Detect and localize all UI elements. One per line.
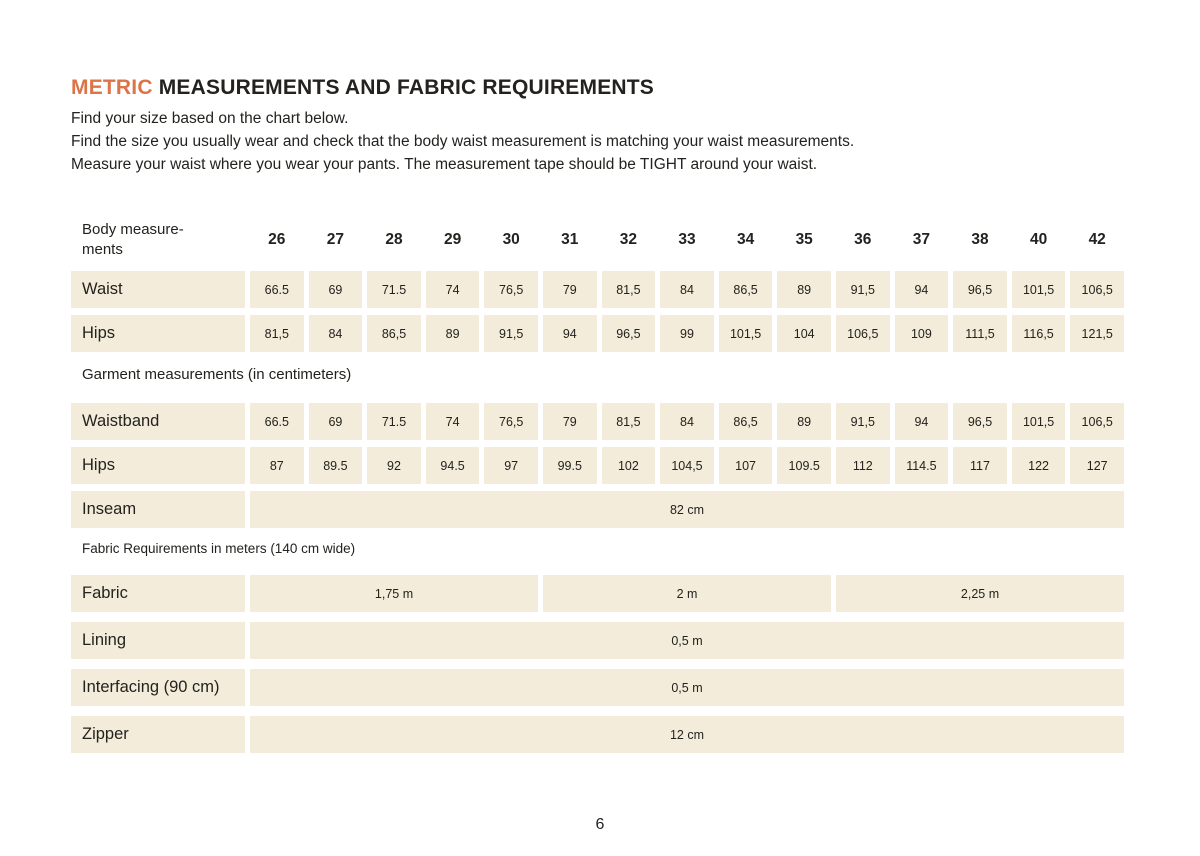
title-rest: MEASUREMENTS AND FABRIC REQUIREMENTS	[152, 76, 655, 99]
intro-line-3: Measure your waist where you wear your pants. The measurement tape should be TIGHT around your waist.	[71, 156, 818, 173]
span-value-cell: 82 cm	[250, 491, 1124, 528]
size-header-cell: 37	[912, 231, 931, 248]
value-cell: 94	[543, 315, 597, 352]
value-cell: 81,5	[602, 403, 656, 440]
value-cell: 92	[367, 447, 421, 484]
value-cell: 74	[426, 403, 480, 440]
span-value-cell: 0,5 m	[250, 622, 1124, 659]
value-cell: 109.5	[777, 447, 831, 484]
intro-text	[71, 107, 1124, 176]
row-label: Zipper	[71, 716, 245, 753]
value-cell: 99	[660, 315, 714, 352]
value-cell: 94.5	[426, 447, 480, 484]
value-cell: 66.5	[250, 403, 304, 440]
value-cell: 117	[953, 447, 1007, 484]
value-cell: 101,5	[1012, 403, 1066, 440]
value-cell: 106,5	[1070, 271, 1124, 308]
size-header-cell: 31	[561, 231, 579, 248]
size-header-cell: 27	[326, 231, 345, 248]
value-cell: 102	[602, 447, 656, 484]
value-cell: 94	[895, 271, 949, 308]
value-cell: 101,5	[719, 315, 773, 352]
row-label: Inseam	[71, 491, 245, 528]
span-value-cell: 12 cm	[250, 716, 1124, 753]
value-cell: 69	[309, 271, 363, 308]
value-cell: 84	[660, 403, 714, 440]
row-label: Hips	[71, 315, 245, 352]
value-cell: 86,5	[719, 271, 773, 308]
intro-line-2: Find the size you usually wear and check that the body waist measurement is matching your waist measurements.	[71, 133, 855, 150]
table-row	[71, 271, 1124, 308]
table-row	[71, 447, 1124, 484]
size-header-cell: 30	[502, 231, 520, 248]
value-cell: 96,5	[602, 315, 656, 352]
value-cell: 109	[895, 315, 949, 352]
value-cell: 101,5	[1012, 271, 1066, 308]
size-header-cell: 42	[1088, 231, 1106, 248]
title-accent: METRIC	[71, 76, 153, 99]
fabric-section-label: Fabric Requirements in meters (140 cm wide)	[82, 541, 356, 556]
size-header-cell: 28	[385, 231, 403, 248]
value-cell: 104	[777, 315, 831, 352]
value-cell: 79	[543, 271, 597, 308]
value-cell: 76,5	[484, 271, 538, 308]
span-value-cell: 1,75 m	[250, 575, 538, 612]
table-row	[71, 669, 1124, 706]
value-cell: 66.5	[250, 271, 304, 308]
size-header-cell: 29	[443, 231, 462, 248]
value-cell: 86,5	[367, 315, 421, 352]
value-cell: 71.5	[367, 271, 421, 308]
page-title	[71, 76, 1124, 100]
value-cell: 104,5	[660, 447, 714, 484]
value-cell: 111,5	[953, 315, 1007, 352]
size-header-cell: 38	[971, 231, 989, 248]
row-label: Interfacing (90 cm)	[71, 669, 245, 706]
value-cell: 121,5	[1070, 315, 1124, 352]
body-measurements-label-line1: Body measure-	[82, 221, 184, 238]
value-cell: 112	[836, 447, 890, 484]
row-label: Waist	[71, 271, 245, 308]
value-cell: 91,5	[484, 315, 538, 352]
value-cell: 89	[426, 315, 480, 352]
value-cell: 81,5	[250, 315, 304, 352]
value-cell: 74	[426, 271, 480, 308]
value-cell: 99.5	[543, 447, 597, 484]
size-header-cell: 32	[619, 231, 638, 248]
size-header-cell: 35	[795, 231, 813, 248]
table-row	[71, 716, 1124, 753]
value-cell: 107	[719, 447, 773, 484]
value-cell: 89	[777, 271, 831, 308]
value-cell: 87	[250, 447, 304, 484]
value-cell: 122	[1012, 447, 1066, 484]
value-cell: 96,5	[953, 403, 1007, 440]
value-cell: 79	[543, 403, 597, 440]
value-cell: 84	[660, 271, 714, 308]
value-cell: 89	[777, 403, 831, 440]
span-value-cell: 2 m	[543, 575, 831, 612]
row-label: Lining	[71, 622, 245, 659]
value-cell: 114.5	[895, 447, 949, 484]
value-cell: 91,5	[836, 271, 890, 308]
table-row	[71, 491, 1124, 528]
value-cell: 69	[309, 403, 363, 440]
measurement-table	[71, 217, 1124, 753]
table-row	[71, 403, 1124, 440]
value-cell: 106,5	[836, 315, 890, 352]
value-cell: 91,5	[836, 403, 890, 440]
fabric-requirements-group	[71, 575, 1124, 753]
value-cell: 97	[484, 447, 538, 484]
row-label: Waistband	[71, 403, 245, 440]
intro-line-1: Find your size based on the chart below.	[71, 110, 349, 127]
value-cell: 96,5	[953, 271, 1007, 308]
size-header-cell: 40	[1029, 231, 1048, 248]
size-header-cell: 36	[854, 231, 872, 248]
page-number: 6	[595, 816, 605, 833]
garment-section-label: Garment measurements (in centimeters)	[82, 366, 352, 383]
size-header-cell: 34	[736, 231, 755, 248]
row-label: Hips	[71, 447, 245, 484]
body-measurements-label	[71, 217, 245, 263]
span-value-cell: 2,25 m	[836, 575, 1124, 612]
value-cell: 84	[309, 315, 363, 352]
size-header-cell: 33	[678, 231, 696, 248]
table-row	[71, 622, 1124, 659]
value-cell: 127	[1070, 447, 1124, 484]
value-cell: 94	[895, 403, 949, 440]
table-row	[71, 315, 1124, 352]
value-cell: 71.5	[367, 403, 421, 440]
value-cell: 116,5	[1012, 315, 1066, 352]
body-measurements-label-line2: ments	[82, 241, 123, 258]
size-header-row	[71, 217, 1124, 263]
value-cell: 89.5	[309, 447, 363, 484]
value-cell: 76,5	[484, 403, 538, 440]
row-label: Fabric	[71, 575, 245, 612]
span-value-cell: 0,5 m	[250, 669, 1124, 706]
table-row	[71, 575, 1124, 612]
value-cell: 81,5	[602, 271, 656, 308]
value-cell: 106,5	[1070, 403, 1124, 440]
value-cell: 86,5	[719, 403, 773, 440]
size-header-cell: 26	[268, 231, 286, 248]
